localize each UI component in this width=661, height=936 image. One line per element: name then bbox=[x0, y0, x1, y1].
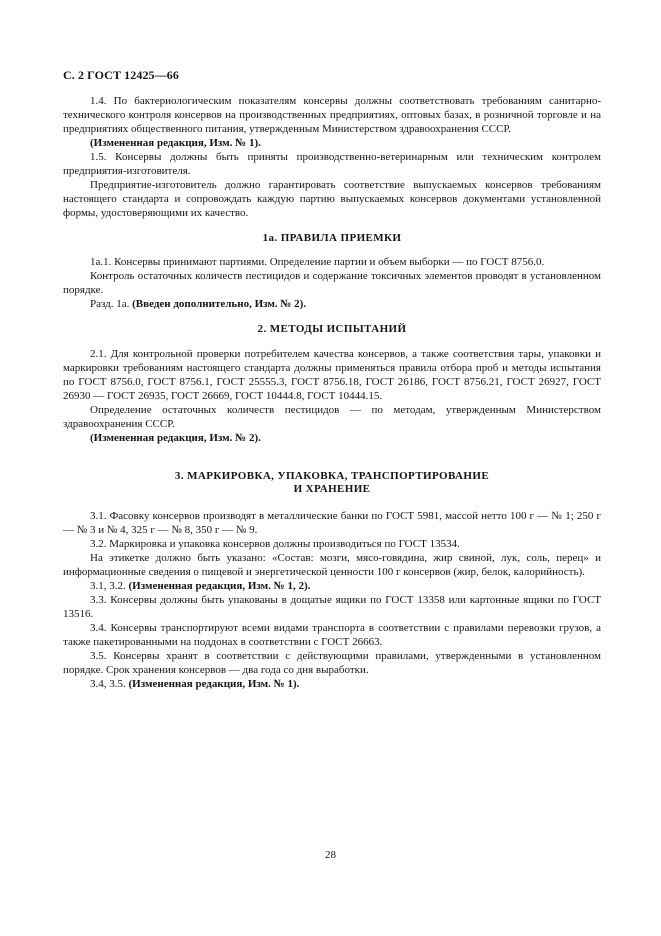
section-heading-1a: 1а. ПРАВИЛА ПРИЕМКИ bbox=[262, 232, 402, 244]
paragraph-2-1-continued: Определение остаточных количеств пестицидов — по методам, утвержденным Министерством здравоохранения СССР. bbox=[63, 404, 601, 430]
edit-note-3-1-3-2-prefix: 3.1, 3.2. bbox=[90, 580, 126, 592]
edit-note-3-4-3-5-text: (Измененная редакция, Изм. № 1). bbox=[128, 678, 300, 690]
section-heading-3 bbox=[63, 470, 601, 496]
paragraph-1-5: 1.5. Консервы должны быть приняты производственно-ветеринарным или техническим контролем предприятия-изготовителя. bbox=[63, 151, 601, 177]
paragraph-3-1: 3.1. Фасовку консервов производят в металлические банки по ГОСТ 5981, массой нетто 100 г — № 1; 250 г — № 3 и № 4, 325 г — № 8, 350 г — № 9. bbox=[63, 510, 601, 536]
page-number: 28 bbox=[325, 849, 336, 861]
section-1a-note bbox=[63, 297, 601, 311]
paragraph-3-2: 3.2. Маркировка и упаковка консервов должны производиться по ГОСТ 13534. bbox=[90, 538, 460, 550]
paragraph-1a-1-continued: Контроль остаточных количеств пестицидов и содержание токсичных элементов проводят в установленном порядке. bbox=[63, 270, 601, 296]
section-heading-3-line-1: 3. МАРКИРОВКА, УПАКОВКА, ТРАНСПОРТИРОВАНИЕ bbox=[174, 470, 490, 482]
edit-note-3-1-3-2-text: (Измененная редакция, Изм. № 1, 2). bbox=[128, 580, 311, 592]
section-heading-2: 2. МЕТОДЫ ИСПЫТАНИЙ bbox=[257, 323, 407, 335]
paragraph-3-3: 3.3. Консервы должны быть упакованы в дощатые ящики по ГОСТ 13358 или картонные ящики по ГОСТ 13516. bbox=[63, 594, 601, 620]
paragraph-1-4: 1.4. По бактериологическим показателям консервы должны соответствовать требованиям санитарно-технического контроля консервов на производственных предприятиях, оптовых базах, в розничной торговле и на предприятиях общественного питания, утвержденным Министерством здравоохранения СССР. bbox=[63, 95, 601, 135]
section-heading-3-line-2: И ХРАНЕНИЕ bbox=[293, 483, 371, 495]
paragraph-3-5: 3.5. Консервы хранят в соответствии с действующими правилами, утвержденными в установленном порядке. Срок хранения консервов — два года со дня выработки. bbox=[63, 650, 601, 676]
section-1a-note-text: (Введен дополнительно, Изм. № 2). bbox=[132, 298, 307, 310]
edit-note-3-4-3-5 bbox=[63, 677, 601, 691]
paragraph-2-1: 2.1. Для контрольной проверки потребителем качества консервов, а также соответствия тары, упаковки и маркировки требованиям настоящего стандарта должны применяться правила отбора проб и методы испытания по ГОСТ 8756.0, ГОСТ 8756.1, ГОСТ 25555.3, ГОСТ 8756.18, ГОСТ 26186, ГОСТ 8756.21, ГОСТ 26927, ГОСТ 26930 — ГОСТ 26935, ГОСТ 26669, ГОСТ 10444.8, ГОСТ 10444.15. bbox=[63, 348, 601, 402]
paragraph-1a-1: 1а.1. Консервы принимают партиями. Определение партии и объем выборки — по ГОСТ 8756.0. bbox=[90, 256, 545, 268]
edit-note-3-1-3-2 bbox=[63, 579, 601, 593]
edit-note-1-4: (Измененная редакция, Изм. № 1). bbox=[90, 137, 261, 149]
edit-note-3-4-3-5-prefix: 3.4, 3.5. bbox=[90, 678, 126, 690]
page-header: С. 2 ГОСТ 12425—66 bbox=[63, 68, 179, 82]
edit-note-2: (Измененная редакция, Изм. № 2). bbox=[90, 432, 261, 444]
page-content bbox=[63, 94, 601, 691]
paragraph-3-4: 3.4. Консервы транспортируют всеми видами транспорта в соответствии с правилами перевозки грузов, а также пакетированными на поддонах в соответствии с ГОСТ 26663. bbox=[63, 622, 601, 648]
paragraph-3-2-continued: На этикетке должно быть указано: «Состав: мозги, мясо-говядина, жир свиной, лук, соль, перец» и информационные сведения о пищевой и энергетической ценности 100 г консервов (жир, белок, калорийность). bbox=[63, 552, 601, 578]
paragraph-1-5-continued: Предприятие-изготовитель должно гарантировать соответствие выпускаемых консервов требованиям настоящего стандарта и сопровождать каждую партию выпускаемых консервов документами установленной формы, удостоверяющими их качество. bbox=[63, 179, 601, 219]
section-1a-note-prefix: Разд. 1а. bbox=[90, 298, 130, 310]
